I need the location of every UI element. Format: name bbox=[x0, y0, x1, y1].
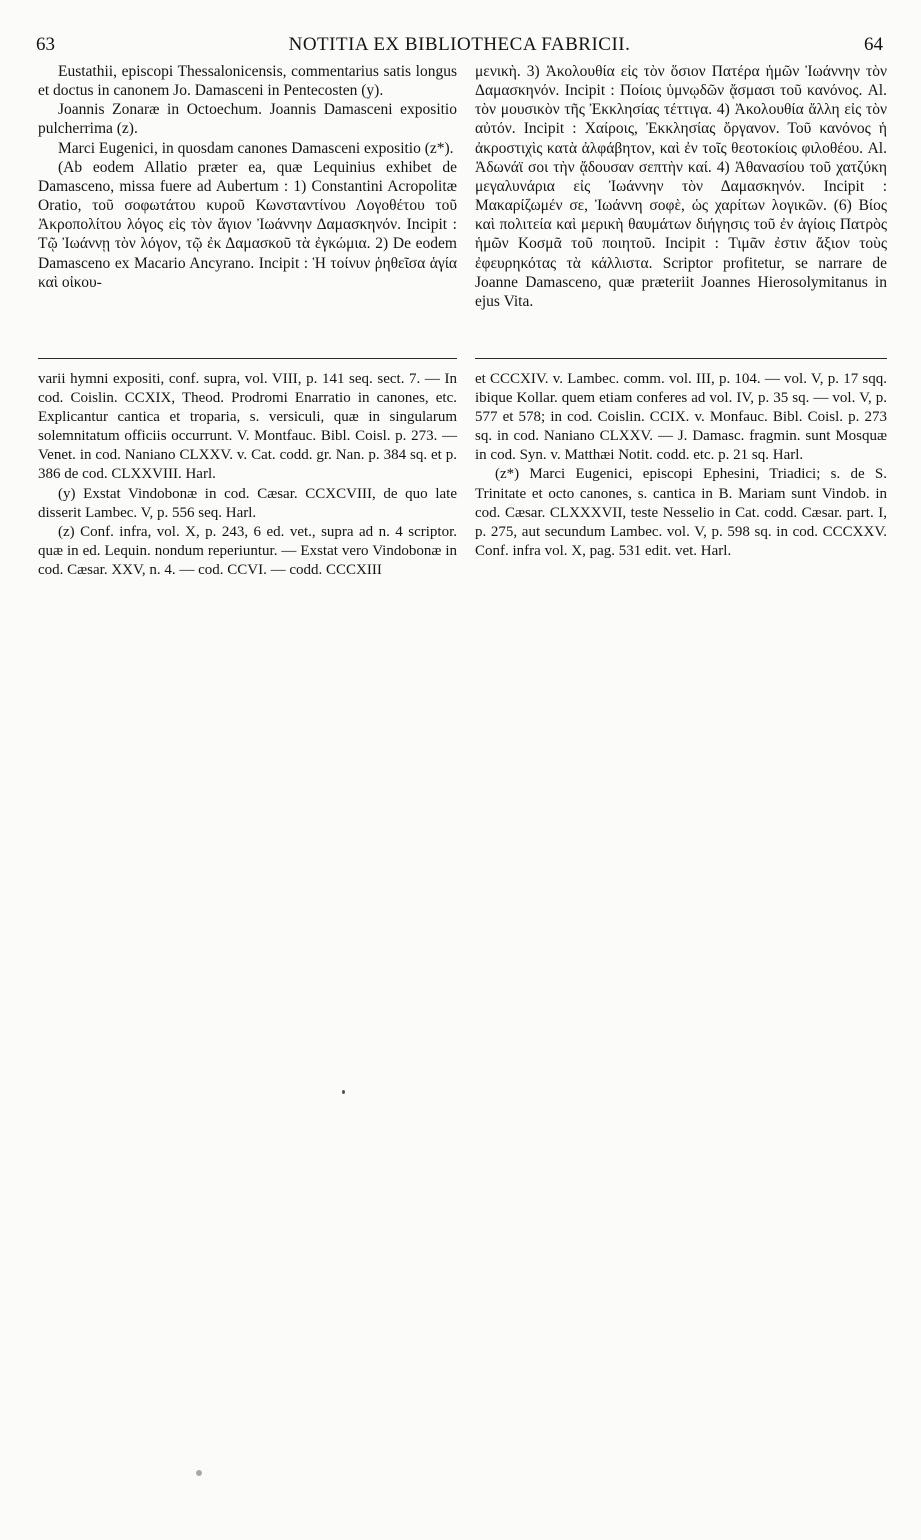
main-paragraph: (Ab eodem Allatio præter ea, quæ Lequinius exhibet de Damasceno, missa fuere ad Aubertum : 1) Constantini Acropolitæ Oratio, τοῦ σοφωτάτου κυροῦ Κωνσταντίνου Λογοθέτου τοῦ Ἀκροπολίτου λόγος εἰς τὸν ἅγιον Ἰωάννην Δαμασκηνόν. Incipit : Τῷ Ἰωάννῃ τὸν λόγον, τῷ ἐκ Δαμασκοῦ τὰ ἐγκώμια. 2) De eodem Damasceno ex Macario Ancyrano. Incipit : Ἡ τοίνυν ῥηθεῖσα ἁγία καὶ οἰκου- bbox=[38, 158, 457, 291]
footnote: (z*) Marci Eugenici, episcopi Ephesini, Triadici; s. de S. Trinitate et octo canones, s. cantica in B. Mariam sunt Vindob. in cod. Cæsar. CLXXXVII, teste Nesselio in Cat. codd. Cæsar. part. I, p. 275, aut secundum Lambec. vol. V, p. 598 sq. in cod. CCCXXV. Conf. infra vol. X, pag. 531 edit. vet. Harl. bbox=[475, 466, 887, 559]
running-title: NOTITIA EX BIBLIOTHECA FABRICII. bbox=[288, 34, 631, 55]
footnote-divider-right bbox=[475, 358, 887, 359]
footnotes-right-column bbox=[475, 370, 887, 561]
footnote: (z) Conf. infra, vol. X, p. 243, 6 ed. vet., supra ad n. 4 scriptor. quæ in ed. Lequin. nondum reperiuntur. — Exstat vero Vindobonæ in cod. Cæsar. XXV, n. 4. — cod. CCVI. — codd. CCCXIII bbox=[38, 523, 457, 578]
paper-speck bbox=[196, 1470, 202, 1476]
main-text-right-column bbox=[475, 62, 887, 311]
page-number-right: 64 bbox=[864, 34, 883, 55]
main-paragraph: μενικὴ. 3) Ἀκολουθία εἰς τὸν ὅσιον Πατέρα ἡμῶν Ἰωάννην τὸν Δαμασκηνόν. Incipit : Ποίοις ὑμνῳδῶν ᾄσμασι τοῦ κανόνος. Al. τὸν μουσικὸν τῆς Ἐκκλησίας τέττιγα. 4) Ἀκολουθία ἄλλη εἰς τὸν αὐτόν. Incipit : Χαίροις, Ἐκκλησίας ὄργανον. Τοῦ κανόνος ἡ ἀκροστιχὶς κατὰ ἀλφάβητον, καὶ ἐν τοῖς θεοτοκίοις φιλοθέου. Al. Ἀδωνάϊ σοι τὴν ᾄδουσαν σεπτὴν καί. 4) Ἀθανασίου τοῦ χατζύκη μεγαλυνάρια εἰς Ἰωάννην τὸν Δαμασκηνόν. Incipit : Μακαρίζωμέν σε, Ἰωάννη σοφὲ, ὡς χαρίτων λογικῶν. (6) Βίος καὶ πολιτεία καὶ μερικὴ θαυμάτων διήγησις τοῦ ἐν ἁγίοις Πατρὸς ἡμῶν Κοσμᾶ τοῦ ποιητοῦ. Incipit : Τιμᾶν ἐστιν ἄξιον τοὺς ἐφευρηκότας τὰ κάλλιστα. Scriptor profitetur, se narrare de Joanne Damasceno, quæ præteriit Joannes Hierosolymitanus in ejus Vita. bbox=[475, 63, 887, 310]
paper-speck bbox=[342, 1090, 345, 1094]
main-paragraph: Eustathii, episcopi Thessalonicensis, commentarius satis longus et doctus in canonem Jo. Damasceni in Pentecosten (y). bbox=[38, 63, 457, 100]
footnote: et CCCXIV. v. Lambec. comm. vol. III, p. 104. — vol. V, p. 17 sqq. ibique Kollar. quem etiam conferes ad vol. IV, p. 35 sq. — vol. V, p. 577 et 578; in cod. Coislin. CCIX. v. Monfauc. Bibl. Coisl. p. 273 sq. in cod. Naniano CLXXV. — J. Damasc. fragmin. sunt Mosquæ in cod. Syn. v. Matthæi Notit. codd. etc. p. 21 sq. Harl. bbox=[475, 371, 887, 464]
running-header bbox=[36, 32, 883, 58]
page-number-left: 63 bbox=[36, 34, 55, 55]
footnote: varii hymni expositi, conf. supra, vol. VIII, p. 141 seq. sect. 7. — In cod. Coislin. CCXIX, Theod. Prodromi Enarratio in canones, etc. Explicantur cantica et troparia, s. versiculi, quæ in singularum solemnitatum officiis occurrunt. V. Montfauc. Bibl. Coisl. p. 273. — Venet. in cod. Naniano CLXXV. v. Cat. codd. gr. Nan. p. 384 sq. et p. 386 de cod. CLXXVIII. Harl. bbox=[38, 371, 457, 483]
footnote-divider-left bbox=[38, 358, 457, 359]
main-text-left-column bbox=[38, 62, 457, 292]
footnotes-left-column bbox=[38, 370, 457, 580]
main-paragraph: Joannis Zonaræ in Octoechum. Joannis Damasceni expositio pulcherrima (z). bbox=[38, 101, 457, 138]
main-paragraph: Marci Eugenici, in quosdam canones Damasceni expositio (z*). bbox=[58, 139, 454, 157]
footnote: (y) Exstat Vindobonæ in cod. Cæsar. CCXCVIII, de quo late disserit Lambec. V, p. 556 seq. Harl. bbox=[38, 485, 457, 521]
